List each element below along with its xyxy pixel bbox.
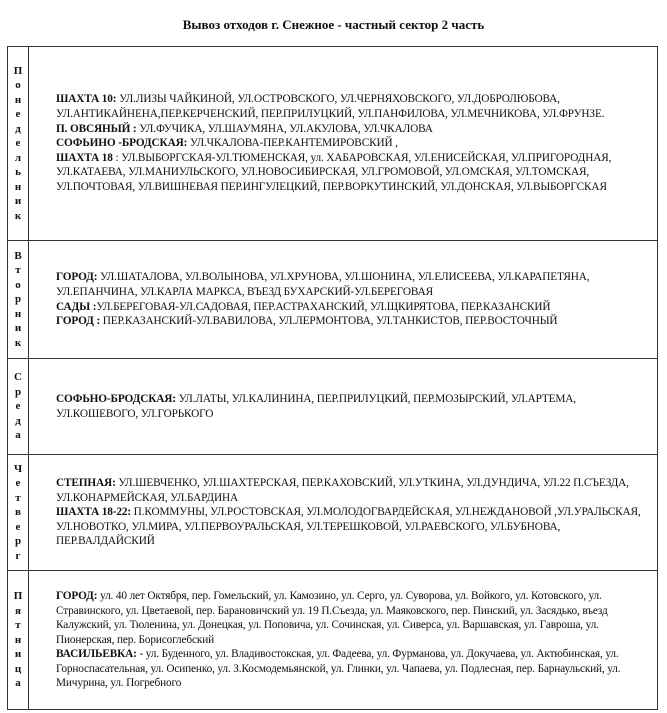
day-cell-wednesday	[8, 359, 29, 455]
route-segment: ГОРОД : ПЕР.КАЗАНСКИЙ-УЛ.ВАВИЛОВА, УЛ.ЛЕРМОНТОВА, УЛ.ТАНКИСТОВ, ПЕР.ВОСТОЧНЫЙ	[56, 315, 558, 328]
route-cell-thursday	[29, 455, 658, 571]
day-cell-monday	[8, 47, 29, 241]
table-row	[8, 359, 658, 455]
table-row	[8, 241, 658, 359]
route-cell-wednesday	[29, 359, 658, 455]
table-row	[8, 47, 658, 241]
route-segment: ШАХТА 10: УЛ.ЛИЗЫ ЧАЙКИНОЙ, УЛ.ОСТРОВСКОГО, УЛ.ЧЕРНЯХОВСКОГО, УЛ.ДОБРОЛЮБОВА, УЛ.АНТИКАЙНЕНА,ПЕР.КЕРЧЕНСКИЙ, ПЕР.ПРИЛУЦКИЙ, УЛ.ПАНФИЛОВА, УЛ.МЕЧНИКОВА, УЛ.ФРУНЗЕ.	[56, 93, 605, 121]
route-segment: ШАХТА 18-22: П.КОММУНЫ, УЛ.РОСТОВСКАЯ, УЛ.МОЛОДОГВАРДЕЙСКАЯ, УЛ.НЕЖДАНОВОЙ ,УЛ.УРАЛЬСКАЯ, УЛ.НОВОТКО, УЛ.МИРА, УЛ.ПЕРВОУРАЛЬСКАЯ, УЛ.ТЕРЕШКОВОЙ, УЛ.РАЕВСКОГО, УЛ.БУБНОВА, ПЕР.ВАЛДАЙСКИЙ	[56, 506, 641, 548]
route-cell-monday	[29, 47, 658, 241]
route-segment: СОФЬНО-БРОДСКАЯ: УЛ.ЛАТЫ, УЛ.КАЛИНИНА, ПЕР.ПРИЛУЦКИЙ, ПЕР.МОЗЫРСКИЙ, УЛ.АРТЕМА, УЛ.КОШЕВОГО, УЛ.ГОРЬКОГО	[56, 392, 576, 420]
route-segment: САДЫ :УЛ.БЕРЕГОВАЯ-УЛ.САДОВАЯ, ПЕР.АСТРАХАНСКИЙ, УЛ.ЩКИРЯТОВА, ПЕР.КАЗАНСКИЙ	[56, 300, 551, 313]
route-segment: ГОРОД: ул. 40 лет Октября, пер. Гомельский, ул. Камозино, ул. Серго, ул. Суворова, ул. Войкого, ул. Котовского, ул. Стравинского, ул. Цветаевой, пер. Барановичский ул. 19 П.Съезда, ул. Маяковского, пер. Пинский, ул. Засядько, въезд Калужский, ул. Тюленина, ул. Донецкая, ул. Поповича, ул. Сочинская, ул. Сиверса, ул. Варшавская, ул. Гавроша, ул. Пионерская, пер. Борисоглебский	[56, 589, 608, 646]
route-cell-tuesday	[29, 241, 658, 359]
day-label: Четверг	[13, 462, 23, 562]
table-row	[8, 455, 658, 571]
route-segment: СТЕПНАЯ: УЛ.ШЕВЧЕНКО, УЛ.ШАХТЕРСКАЯ, ПЕР.КАХОВСКИЙ, УЛ.УТКИНА, УЛ.ДУНДИЧА, УЛ.22 П.СЪЕЗДА, УЛ.КОНАРМЕЙСКАЯ, УЛ.БАРДИНА	[56, 477, 629, 504]
day-cell-friday	[8, 571, 29, 710]
day-cell-tuesday	[8, 241, 29, 359]
route-segment: ШАХТА 18 : УЛ.ВЫБОРГСКАЯ-УЛ.ТЮМЕНСКАЯ, ул. ХАБАРОВСКАЯ, УЛ.ЕНИСЕЙСКАЯ, УЛ.ПРИГОРОДНАЯ, УЛ.КАТАЕВА, УЛ.МАНИУЛЬСКОГО, УЛ.НОВОСИБИРСКАЯ, УЛ.ГРОМОВОЙ, УЛ.ОМСКАЯ, УЛ.ТОМСКАЯ, УЛ.ПОЧТОВАЯ, УЛ.ВИШНЕВАЯ ПЕР.ИНГУЛЕЦКИЙ, ПЕР.ВОРКУТИНСКИЙ, УЛ.ДОНСКАЯ, УЛ.ВЫБОРГСКАЯ	[56, 151, 612, 193]
route-segment: ГОРОД: УЛ.ШАТАЛОВА, УЛ.ВОЛЫНОВА, УЛ.ХРУНОВА, УЛ.ШОНИНА, УЛ.ЕЛИСЕЕВА, УЛ.КАРАПЕТЯНА, УЛ.ЕПАНЧИНА, УЛ.КАРЛА МАРКСА, ВЪЕЗД БУХАРСКИЙ-УЛ.БЕРЕГОВАЯ	[56, 271, 590, 298]
day-label: Понедельник	[13, 64, 23, 222]
route-segment: СОФЬИНО -БРОДСКАЯ: УЛ.ЧКАЛОВА-ПЕР.КАНТЕМИРОВСКИЙ ,	[56, 137, 398, 150]
route-cell-friday	[29, 571, 658, 710]
day-label: Пятница	[13, 590, 23, 689]
day-label: Среда	[14, 371, 22, 441]
day-label: Вторник	[14, 249, 22, 349]
table-row	[8, 571, 658, 710]
route-segment: ВАСИЛЬЕВКА: - ул. Буденного, ул. Владивостокская, ул. Фадеева, ул. Фурманова, ул. Докучаева, ул. Актюбинская, ул. Горноспасательная, ул. Осипенко, ул. З.Космодемьянской, ул. Глинки, ул. Чапаева, ул. Подлесная, пер. Барнаульский, ул. Мичурина, ул. Погребного	[56, 648, 621, 690]
page-title: Вывоз отходов г. Снежное - частный сектор 2 часть	[182, 17, 485, 32]
schedule-table	[7, 46, 658, 710]
route-segment: П. ОВСЯНЫЙ : УЛ.ФУЧИКА, УЛ.ШАУМЯНА, УЛ.АКУЛОВА, УЛ.ЧКАЛОВА	[56, 122, 433, 135]
day-cell-thursday	[8, 455, 29, 571]
